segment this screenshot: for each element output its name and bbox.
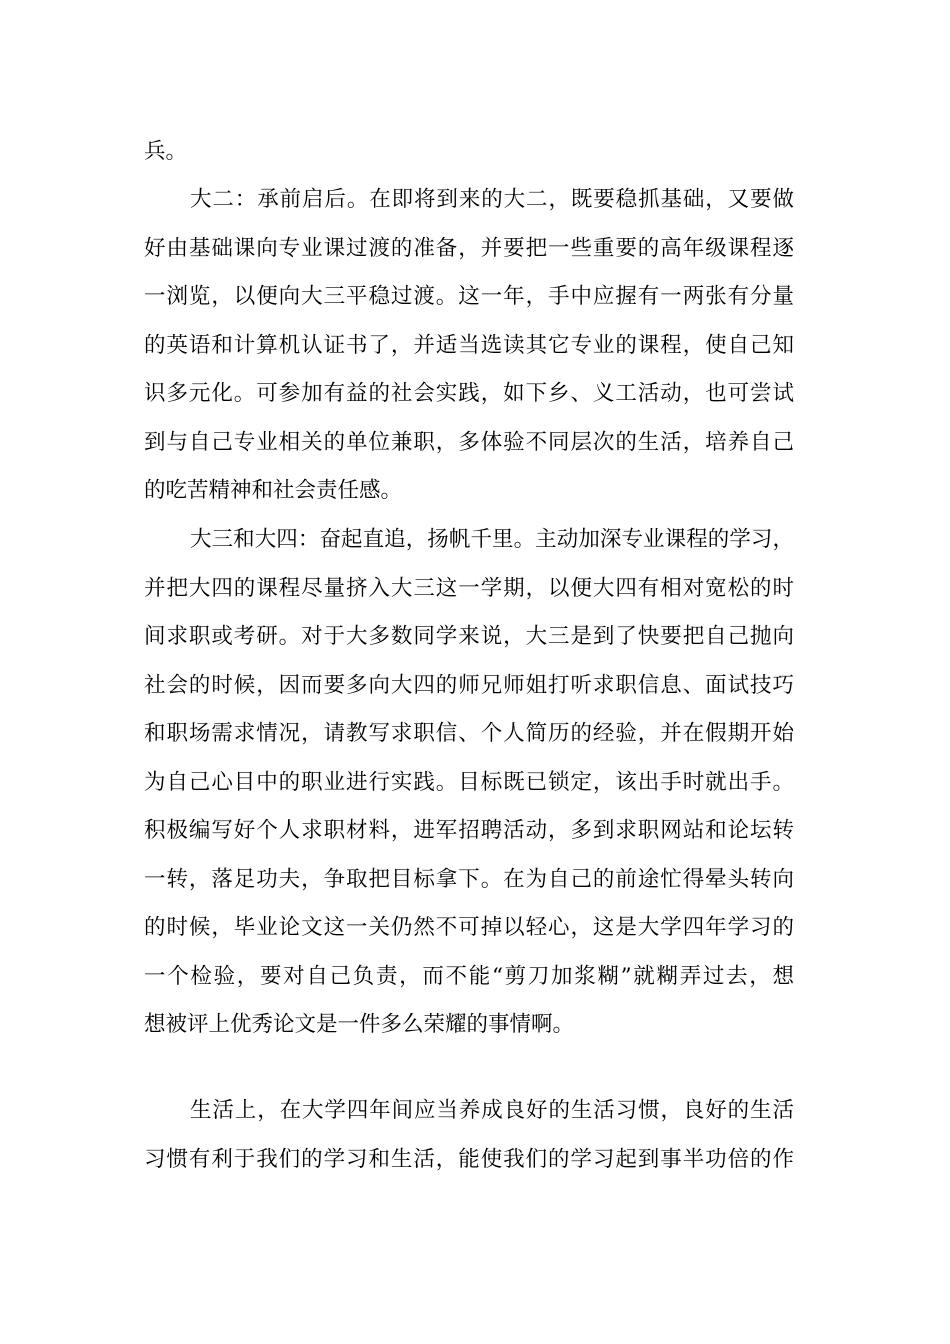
text-line: 为自己心目中的职业进行实践。目标既已锁定，该出手时就出手。	[144, 769, 794, 795]
paragraph-continuation	[144, 128, 794, 177]
text-line: 一转，落足功夫，争取把目标拿下。在为自己的前途忙得晕头转向	[144, 866, 794, 892]
text-line: 积极编写好个人求职材料，进军招聘活动，多到求职网站和论坛转	[144, 818, 794, 843]
text-line: 并把大四的课程尽量挤入大三这一学期，以便大四有相对宽松的时	[144, 575, 794, 601]
text-line: 好由基础课向专业课过渡的准备，并要把一些重要的高年级课程逐	[144, 235, 794, 261]
text-line: 一个检验，要对自己负责，而不能“剪刀加浆糊”就糊弄过去，想	[144, 963, 794, 989]
text-line: 大三和大四：奋起直追，扬帆千里。主动加深专业课程的学习，	[190, 527, 794, 552]
text-line: 和职场需求情况，请教写求职信、个人简历的经验，并在假期开始	[144, 721, 794, 746]
text-line: 一浏览，以便向大三平稳过渡。这一年，手中应握有一两张有分量	[144, 284, 794, 309]
paragraph-sophomore	[144, 176, 794, 516]
paragraph-junior-senior	[144, 516, 794, 1050]
text-line: 大二：承前启后。在即将到来的大二，既要稳抓基础，又要做	[190, 187, 794, 212]
text-line: 兵。	[144, 139, 188, 164]
text-line: 的吃苦精神和社会责任感。	[144, 478, 403, 503]
text-line: 识多元化。可参加有益的社会实践，如下乡、义工活动，也可尝试	[144, 381, 794, 406]
text-line: 社会的时候，因而要多向大四的师兄师姐打听求职信息、面试技巧	[144, 672, 794, 698]
text-line: 的英语和计算机认证书了，并适当选读其它专业的课程，使自己知	[144, 332, 794, 358]
paragraph-life	[144, 1087, 794, 1184]
text-line: 习惯有利于我们的学习和生活，能使我们的学习起到事半功倍的作	[144, 1146, 794, 1172]
text-line: 想被评上优秀论文是一件多么荣耀的事情啊。	[144, 1012, 575, 1037]
text-line: 的时候，毕业论文这一关仍然不可掉以轻心，这是大学四年学习的	[144, 915, 794, 940]
text-line: 生活上，在大学四年间应当养成良好的生活习惯，良好的生活	[190, 1098, 794, 1123]
text-line: 到与自己专业相关的单位兼职，多体验不同层次的生活，培养自己	[144, 429, 794, 455]
text-line: 间求职或考研。对于大多数同学来说，大三是到了快要把自己抛向	[144, 624, 794, 649]
